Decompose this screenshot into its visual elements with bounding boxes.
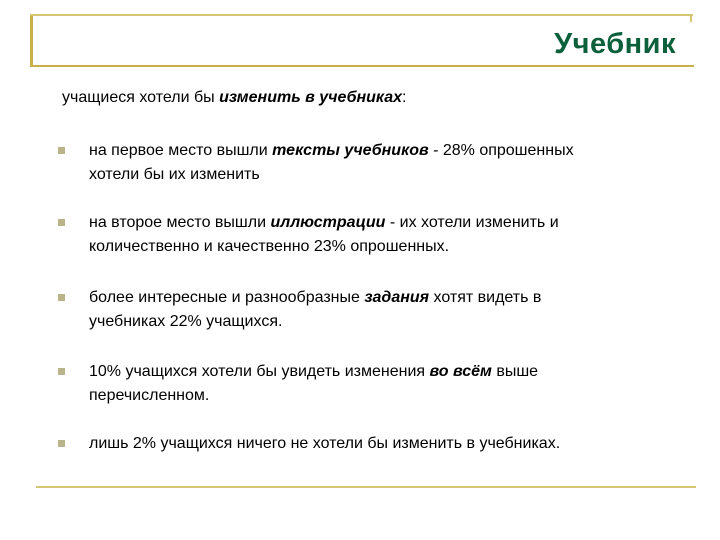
bullet-text-start: более интересные и разнообразные: [89, 289, 365, 306]
bullet-item: [58, 432, 658, 456]
bullet-emphasis: тексты учебников: [272, 142, 429, 159]
bullet-text-start: лишь 2% учащихся ничего не хотели бы изменить в учебниках.: [89, 435, 561, 452]
bullet-item: [58, 139, 618, 187]
intro-text-end: :: [402, 89, 407, 106]
bullet-text: [89, 360, 618, 408]
bullet-item: [58, 211, 618, 259]
square-bullet-icon: [58, 294, 65, 301]
title-frame-right-border: [690, 14, 692, 22]
intro-emphasis: изменить в учебниках: [219, 89, 403, 106]
intro-text-start: учащиеся хотели бы: [62, 89, 220, 106]
bullet-text-start: на первое место вышли: [89, 142, 273, 159]
bullet-emphasis: задания: [364, 289, 430, 306]
title-frame-left-border: [30, 14, 33, 66]
square-bullet-icon: [58, 147, 65, 154]
bullet-item: [58, 286, 618, 334]
bullet-text: [89, 432, 658, 456]
bullet-text-end: выше перечисленном.: [89, 363, 539, 404]
intro-text: [62, 89, 406, 107]
bullet-text-start: 10% учащихся хотели бы увидеть изменения: [89, 363, 430, 380]
bullet-text-start: на второе место вышли: [89, 214, 271, 231]
bullet-text-end: хотят видеть в учебниках 22% учащихся.: [89, 289, 542, 330]
square-bullet-icon: [58, 219, 65, 226]
bullet-emphasis: во всём: [429, 363, 492, 380]
bottom-divider: [36, 486, 696, 488]
bullet-item: [58, 360, 618, 408]
title-frame-top-border: [30, 14, 693, 16]
bullet-emphasis: иллюстрации: [270, 214, 386, 231]
bullet-text-end: - их хотели изменить и количественно и качественно 23% опрошенных.: [89, 214, 559, 255]
bullet-text-end: - 28% опрошенных хотели бы их изменить: [89, 142, 574, 183]
bullet-text: [89, 286, 618, 334]
bullet-text: [89, 211, 618, 259]
bullet-text: [89, 139, 618, 187]
title-underline: [30, 65, 694, 67]
square-bullet-icon: [58, 368, 65, 375]
slide-title: Учебник: [554, 28, 676, 60]
square-bullet-icon: [58, 440, 65, 447]
